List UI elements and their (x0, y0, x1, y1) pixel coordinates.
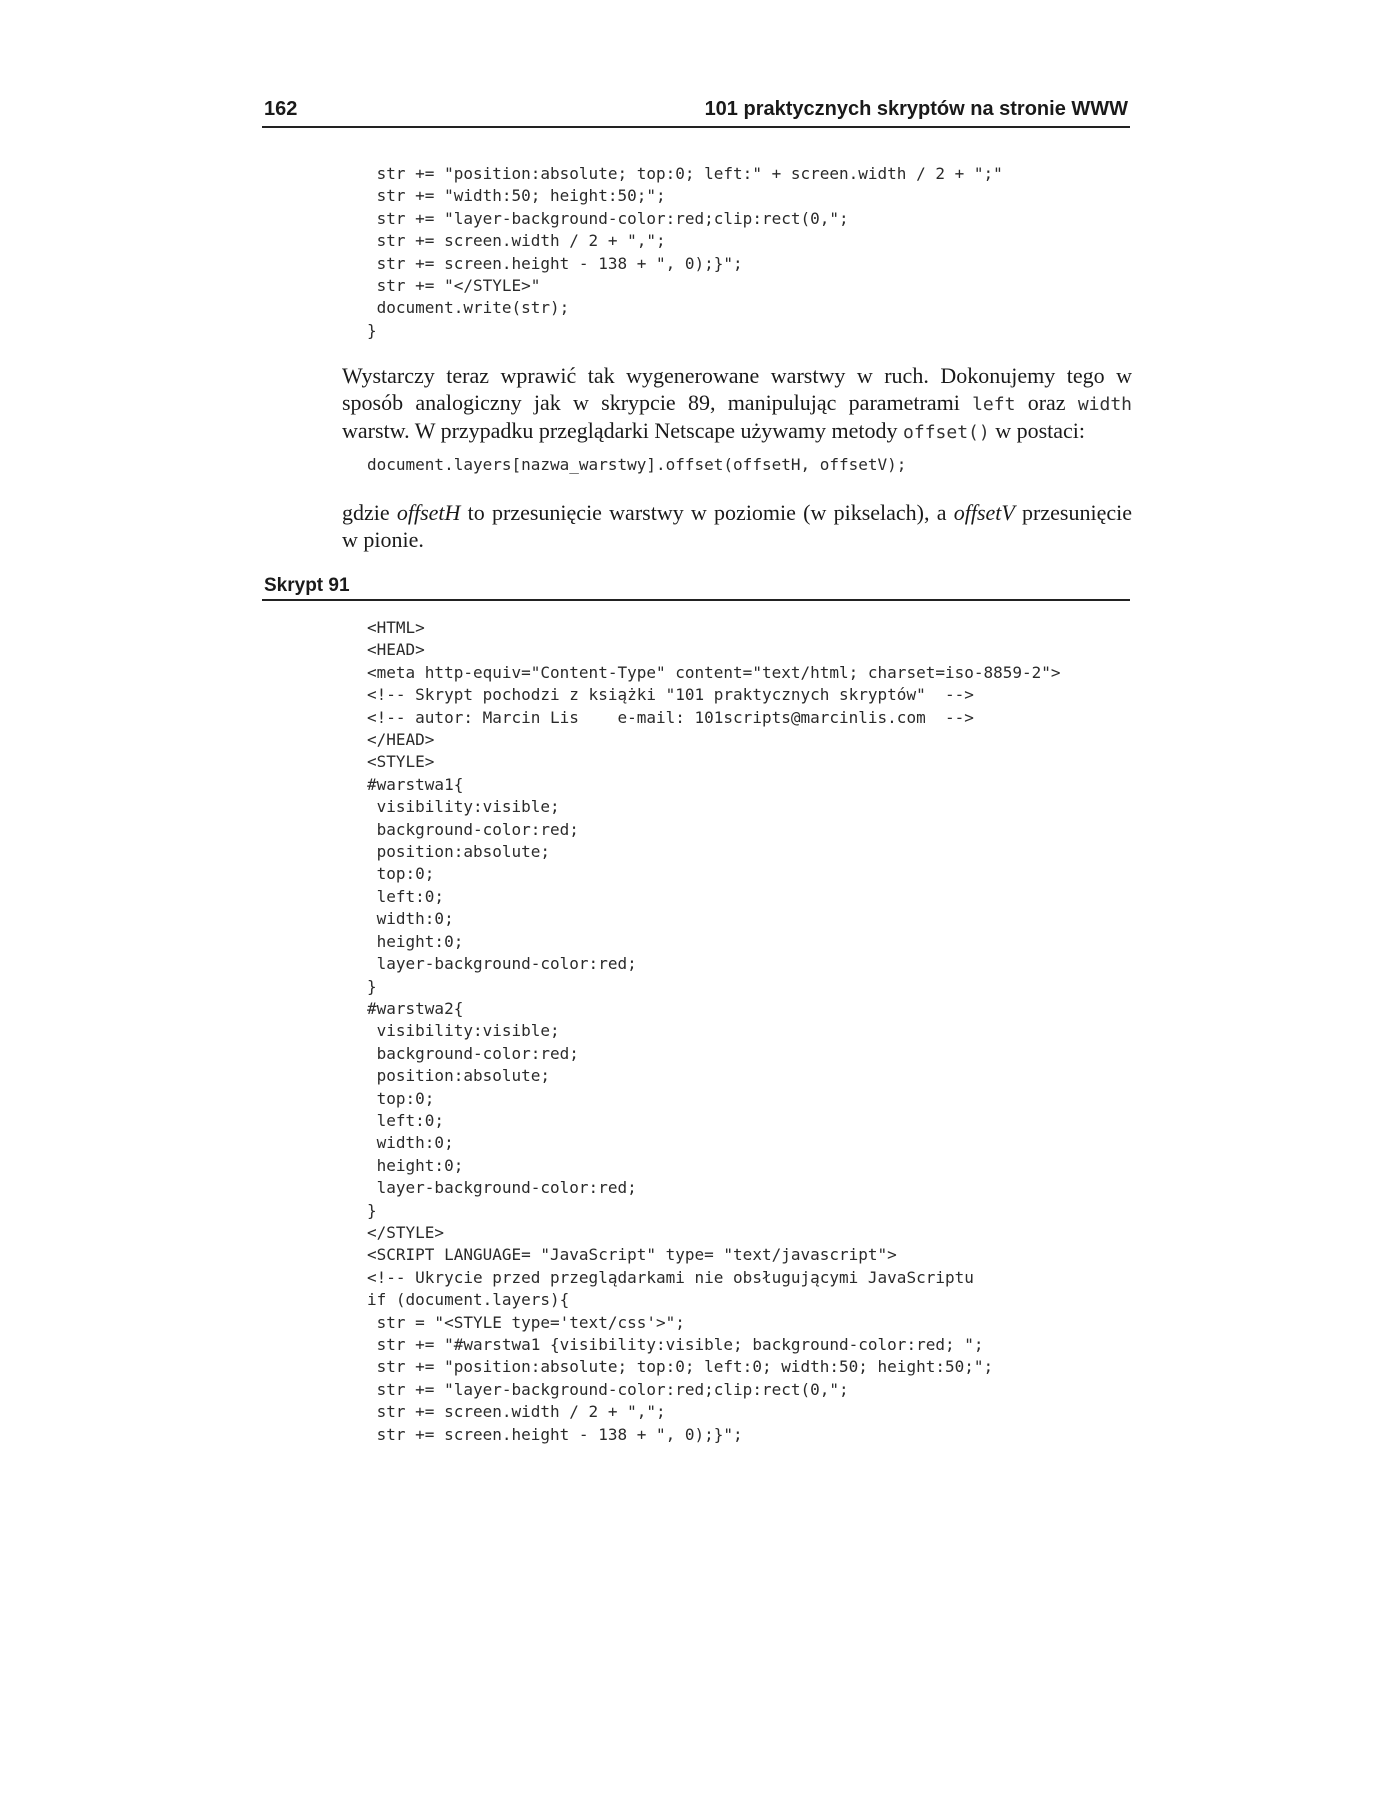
code-line: str += "position:absolute; top:0; left:0; width:50; height:50;"; (367, 1357, 994, 1377)
body-paragraph (342, 500, 1132, 553)
paragraph-text: warstw. W przypadku przeglądarki Netscape używamy metody (342, 418, 904, 443)
code-line: top:0; (367, 864, 435, 884)
inline-code: left (972, 393, 1016, 415)
paragraph-text: przesunięcie w pionie. (342, 500, 1132, 552)
code-line: #warstwa1{ (367, 774, 464, 794)
code-line: <STYLE> (367, 752, 435, 772)
running-header (262, 96, 1130, 128)
paragraph-text: gdzie (342, 500, 397, 525)
inline-code: width (1077, 393, 1132, 415)
code-line: width:0; (367, 909, 454, 929)
code-line: str += "layer-background-color:red;clip:rect(0,"; (367, 1379, 849, 1399)
code-line: <!-- autor: Marcin Lis e-mail: 101scripts@marcinlis.com --> (367, 707, 974, 727)
code-line: layer-background-color:red; (367, 1178, 637, 1198)
code-line: str += "</STYLE>" (367, 276, 541, 296)
code-line: <meta http-equiv="Content-Type" content="text/html; charset=iso-8859-2"> (367, 662, 1061, 682)
code-line: str += "#warstwa1 {visibility:visible; background-color:red; "; (367, 1335, 984, 1354)
code-line: str += "position:absolute; top:0; left:" + screen.width / 2 + ";" (367, 164, 1003, 183)
paragraph-text: w postaci: (989, 418, 1086, 443)
code-line: background-color:red; (367, 1043, 579, 1063)
code-line: <HEAD> (367, 640, 425, 660)
body-paragraph (342, 363, 1132, 447)
code-line: height:0; (367, 931, 464, 951)
code-line: position:absolute; (367, 842, 551, 862)
code-line: str += screen.width / 2 + ","; (367, 1402, 666, 1422)
code-line: str += "width:50; height:50;"; (367, 186, 666, 206)
code-line: document.write(str); (367, 298, 570, 318)
code-line: #warstwa2{ (367, 998, 464, 1018)
code-line: } (367, 320, 377, 340)
method-signature: document.layers[nazwa_warstwy].offset(offsetH, offsetV); (367, 455, 907, 474)
code-line: background-color:red; (367, 819, 579, 839)
section-heading (262, 573, 1130, 601)
code-line: </HEAD> (367, 730, 435, 750)
code-line: str += screen.height - 138 + ", 0);}"; (367, 253, 743, 273)
code-line: str += screen.height - 138 + ", 0);}"; (367, 1424, 743, 1444)
paragraph-text: to przesunięcie warstwy w poziomie (w pikselach), a (460, 500, 954, 525)
code-line: <!-- Ukrycie przed przeglądarkami nie obsługującymi JavaScriptu (367, 1267, 974, 1287)
italic-term: offsetV (953, 500, 1015, 525)
code-line: width:0; (367, 1133, 454, 1153)
code-line: <!-- Skrypt pochodzi z książki "101 praktycznych skryptów" --> (367, 685, 974, 705)
paragraph-text: oraz (1015, 389, 1078, 415)
code-line: </STYLE> (367, 1222, 445, 1242)
code-line: left:0; (367, 1110, 445, 1130)
code-line: height:0; (367, 1155, 464, 1175)
code-line: str += "layer-background-color:red;clip:rect(0,"; (367, 208, 849, 228)
code-line: position:absolute; (367, 1066, 551, 1086)
code-line: } (367, 976, 377, 996)
code-line: <SCRIPT LANGUAGE= "JavaScript" type= "text/javascript"> (367, 1245, 897, 1265)
code-line: layer-background-color:red; (367, 954, 637, 974)
code-line: visibility:visible; (367, 1021, 560, 1041)
code-line: <HTML> (367, 618, 425, 637)
code-line: if (document.layers){ (367, 1290, 570, 1310)
inline-code: offset() (903, 422, 990, 443)
paragraph-text: Wystarczy teraz wprawić tak wygenerowane warstwy w ruch. Dokonujemy tego w sposób analogiczny jak w skrypcie 89, manipulując parametrami (342, 363, 1132, 415)
section-title: Skrypt 91 (264, 575, 350, 596)
code-line: top:0; (367, 1088, 435, 1108)
italic-term: offsetH (396, 500, 461, 525)
code-line: left:0; (367, 886, 445, 906)
code-line: visibility:visible; (367, 797, 560, 817)
code-listing-script-91 (367, 617, 1061, 1446)
page-number: 162 (264, 98, 298, 120)
code-line: str += screen.width / 2 + ","; (367, 231, 666, 251)
code-listing-top (367, 163, 1003, 342)
code-line: } (367, 1200, 377, 1220)
code-line: str = "<STYLE type='text/css'>"; (367, 1312, 685, 1332)
book-title: 101 praktycznych skryptów na stronie WWW (704, 98, 1128, 120)
